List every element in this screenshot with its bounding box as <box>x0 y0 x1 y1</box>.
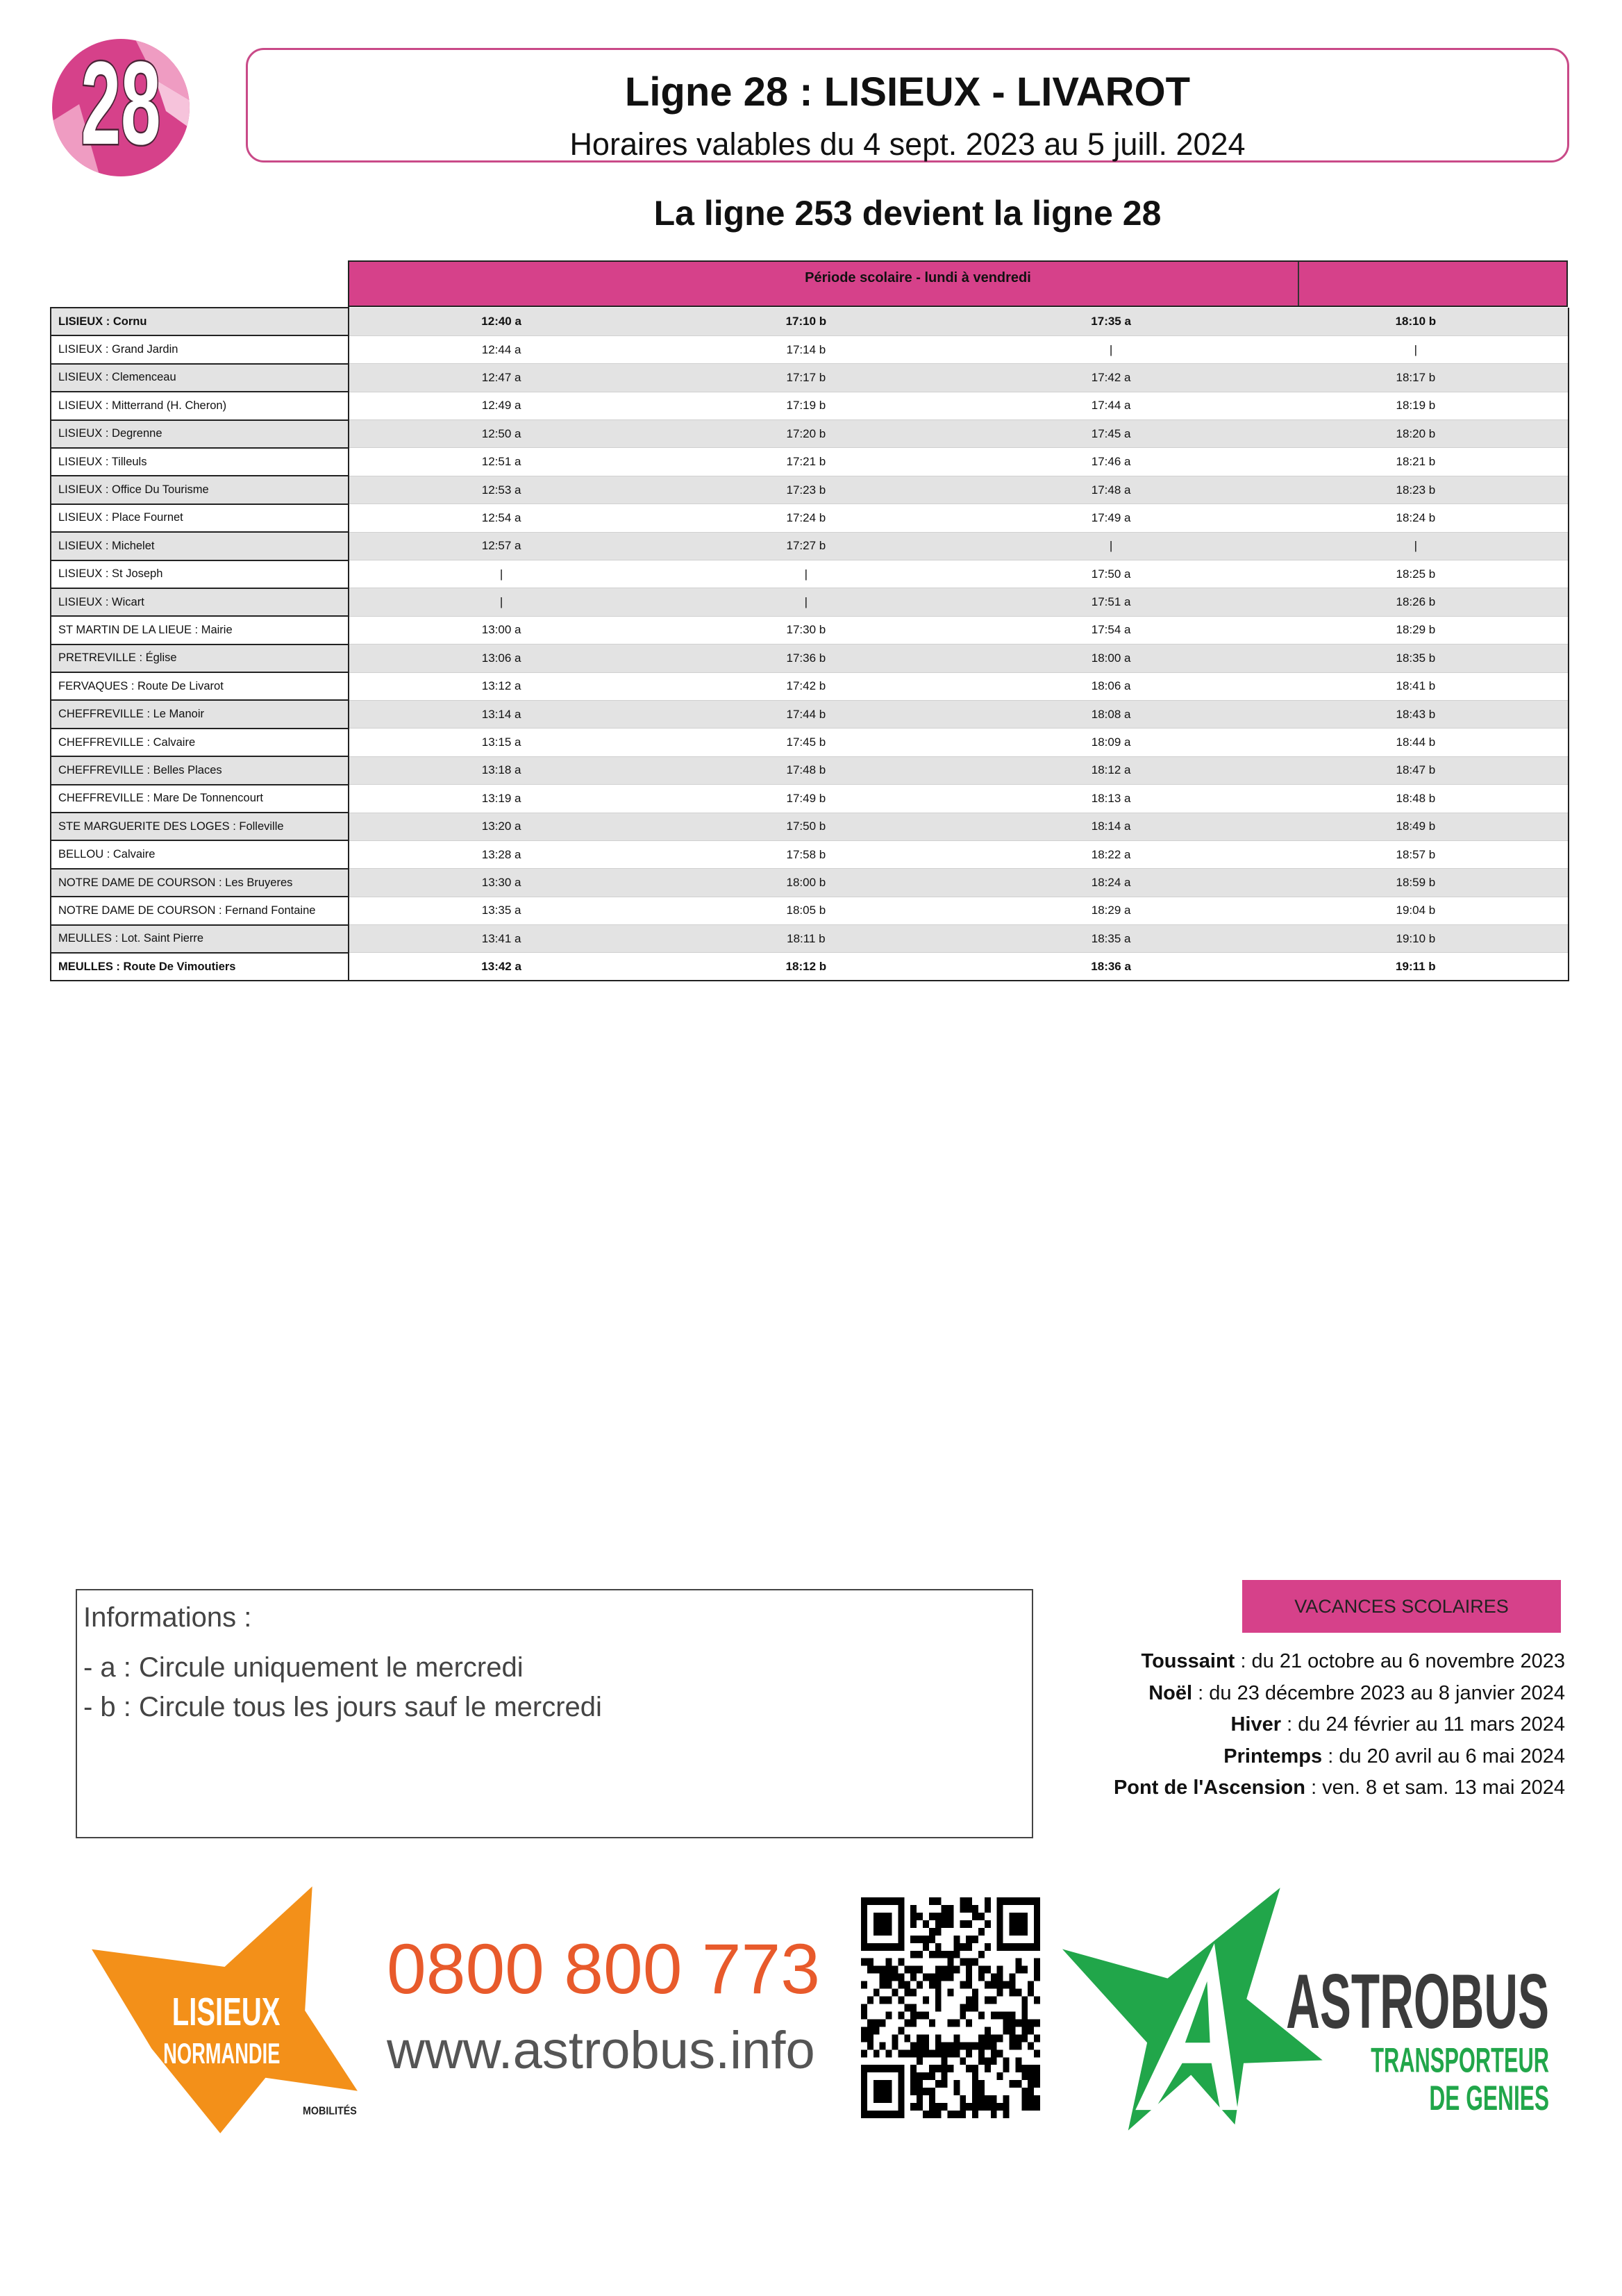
astrobus-logo <box>1062 1888 1562 2135</box>
departure-time: 12:50 a <box>349 420 653 448</box>
logo-text-lisieux: LISIEUX <box>172 1990 281 2035</box>
line-number-badge <box>51 38 190 177</box>
departure-time: 13:00 a <box>349 616 653 644</box>
holiday-period <box>1114 1709 1565 1741</box>
stop-name: LISIEUX : Mitterrand (H. Cheron) <box>51 392 349 419</box>
departure-time: 18:08 a <box>959 700 1264 728</box>
departure-time: 17:49 b <box>653 785 958 813</box>
stop-name: LISIEUX : Clemenceau <box>51 364 349 392</box>
holiday-period <box>1114 1678 1565 1710</box>
stop-name: LISIEUX : Place Fournet <box>51 504 349 532</box>
stop-name: STE MARGUERITE DES LOGES : Folleville <box>51 813 349 840</box>
departure-time: 18:23 b <box>1264 476 1569 504</box>
timetable-row <box>51 448 1569 476</box>
departure-time: 17:17 b <box>653 364 958 392</box>
departure-time: 13:14 a <box>349 700 653 728</box>
departure-time: 18:00 a <box>959 644 1264 672</box>
timetable-row <box>51 840 1569 868</box>
stop-name: BELLOU : Calvaire <box>51 840 349 868</box>
information-note: - b : Circule tous les jours sauf le mercredi <box>83 1692 602 1722</box>
stop-name: NOTRE DAME DE COURSON : Fernand Fontaine <box>51 897 349 924</box>
departure-time: 18:05 b <box>653 897 958 924</box>
school-holidays-list <box>1114 1646 1565 1804</box>
departure-time: 13:15 a <box>349 729 653 756</box>
departure-time: 18:24 a <box>959 869 1264 897</box>
timetable-row <box>51 476 1569 504</box>
departure-time: | <box>349 588 653 616</box>
departure-time: 18:10 b <box>1264 308 1569 335</box>
stop-name: CHEFFREVILLE : Le Manoir <box>51 700 349 728</box>
stop-name: CHEFFREVILLE : Mare De Tonnencourt <box>51 785 349 813</box>
departure-time: | <box>1264 532 1569 560</box>
departure-time: 17:48 a <box>959 476 1264 504</box>
departure-time: | <box>653 560 958 588</box>
departure-time: 17:45 a <box>959 420 1264 448</box>
holiday-period <box>1114 1741 1565 1773</box>
departure-time: 12:57 a <box>349 532 653 560</box>
holiday-period <box>1114 1646 1565 1678</box>
departure-time: 13:19 a <box>349 785 653 813</box>
timetable-row <box>51 392 1569 419</box>
departure-time: 18:44 b <box>1264 729 1569 756</box>
departure-time: 13:28 a <box>349 840 653 868</box>
stop-name: LISIEUX : Office Du Tourisme <box>51 476 349 504</box>
header-box <box>246 48 1569 163</box>
departure-time: 18:35 a <box>959 925 1264 953</box>
departure-time: 12:54 a <box>349 504 653 532</box>
departure-time: 17:42 b <box>653 672 958 700</box>
departure-time: 13:18 a <box>349 756 653 784</box>
stop-name: CHEFFREVILLE : Calvaire <box>51 729 349 756</box>
phone-number: 0800 800 773 <box>387 1929 820 2008</box>
badge-line-number: 28 <box>81 38 161 169</box>
holiday-name: Pont de l'Ascension <box>1113 1777 1305 1799</box>
timetable-body <box>51 308 1569 981</box>
departure-time: 13:12 a <box>349 672 653 700</box>
departure-time: 17:30 b <box>653 616 958 644</box>
holiday-dates: : ven. 8 et sam. 13 mai 2024 <box>1311 1777 1565 1799</box>
holiday-dates: : du 23 décembre 2023 au 8 janvier 2024 <box>1198 1681 1565 1704</box>
departure-time: 18:14 a <box>959 813 1264 840</box>
logo-tagline-line2: DE GENIES <box>1429 2078 1550 2118</box>
departure-time: 18:29 a <box>959 897 1264 924</box>
timetable-header <box>348 260 1568 307</box>
departure-time: 17:20 b <box>653 420 958 448</box>
timetable-row <box>51 700 1569 728</box>
holiday-dates: : du 24 février au 11 mars 2024 <box>1287 1713 1565 1736</box>
departure-time: 13:20 a <box>349 813 653 840</box>
departure-time: 17:51 a <box>959 588 1264 616</box>
departure-time: | <box>959 335 1264 363</box>
departure-time: 18:22 a <box>959 840 1264 868</box>
timetable-row <box>51 560 1569 588</box>
holiday-dates: : du 21 octobre au 6 novembre 2023 <box>1240 1650 1565 1672</box>
departure-time: 17:19 b <box>653 392 958 419</box>
logo-text-normandie: NORMANDIE <box>163 2036 281 2070</box>
departure-time: 17:14 b <box>653 335 958 363</box>
departure-time: 13:35 a <box>349 897 653 924</box>
departure-time: 17:23 b <box>653 476 958 504</box>
departure-time: | <box>349 560 653 588</box>
departure-time: 12:49 a <box>349 392 653 419</box>
qr-finder-bottom-left <box>861 2065 904 2118</box>
information-note: - a : Circule uniquement le mercredi <box>83 1652 524 1683</box>
qr-finder-top-left <box>861 1897 904 1951</box>
departure-time: 18:35 b <box>1264 644 1569 672</box>
holiday-name: Noël <box>1148 1681 1193 1704</box>
header-divider <box>1298 262 1299 306</box>
period-label: Période scolaire - lundi à vendredi <box>805 270 1031 285</box>
timetable-row <box>51 729 1569 756</box>
departure-time: 17:50 a <box>959 560 1264 588</box>
departure-time: 18:00 b <box>653 869 958 897</box>
lisieux-normandie-logo <box>90 1885 362 2135</box>
departure-time: 18:13 a <box>959 785 1264 813</box>
departure-time: 18:12 b <box>653 953 958 981</box>
departure-time: | <box>959 532 1264 560</box>
school-holidays-title: VACANCES SCOLAIRES <box>1242 1580 1561 1633</box>
stop-name: LISIEUX : Cornu <box>51 308 349 335</box>
departure-time: 18:20 b <box>1264 420 1569 448</box>
holiday-name: Hiver <box>1230 1713 1282 1736</box>
departure-time: | <box>1264 335 1569 363</box>
logo-tagline-line1: TRANSPORTEUR <box>1371 2040 1550 2080</box>
departure-time: 17:49 a <box>959 504 1264 532</box>
departure-time: 19:04 b <box>1264 897 1569 924</box>
departure-time: 18:24 b <box>1264 504 1569 532</box>
timetable-row <box>51 364 1569 392</box>
timetable-row <box>51 504 1569 532</box>
departure-time: 17:42 a <box>959 364 1264 392</box>
departure-time: 18:17 b <box>1264 364 1569 392</box>
departure-time: 17:10 b <box>653 308 958 335</box>
stop-name: LISIEUX : Grand Jardin <box>51 335 349 363</box>
departure-time: 18:29 b <box>1264 616 1569 644</box>
timetable-row <box>51 532 1569 560</box>
departure-time: 18:36 a <box>959 953 1264 981</box>
stop-name: LISIEUX : Wicart <box>51 588 349 616</box>
departure-time: 18:47 b <box>1264 756 1569 784</box>
stop-name: NOTRE DAME DE COURSON : Les Bruyeres <box>51 869 349 897</box>
qr-code-icon <box>861 1897 1040 2118</box>
departure-time: 18:41 b <box>1264 672 1569 700</box>
stop-name: MEULLES : Route De Vimoutiers <box>51 953 349 981</box>
timetable-row <box>51 420 1569 448</box>
timetable-row <box>51 756 1569 784</box>
timetable-row <box>51 308 1569 335</box>
qr-finder-top-right <box>997 1897 1040 1951</box>
holiday-name: Printemps <box>1223 1745 1323 1767</box>
timetable-row <box>51 953 1569 981</box>
stop-name: LISIEUX : St Joseph <box>51 560 349 588</box>
departure-time: 18:49 b <box>1264 813 1569 840</box>
departure-time: 17:54 a <box>959 616 1264 644</box>
departure-time: 13:06 a <box>349 644 653 672</box>
timetable-row <box>51 897 1569 924</box>
logo-text-mobilites: MOBILITÉS <box>303 2105 362 2118</box>
stop-name: LISIEUX : Tilleuls <box>51 448 349 476</box>
departure-time: 18:19 b <box>1264 392 1569 419</box>
departure-time: 17:44 b <box>653 700 958 728</box>
holiday-dates: : du 20 avril au 6 mai 2024 <box>1328 1745 1565 1767</box>
departure-time: 19:11 b <box>1264 953 1569 981</box>
logo-text-astrobus: ASTROBUS <box>1286 1958 1550 2045</box>
validity-dates: Horaires valables du 4 sept. 2023 au 5 juill. 2024 <box>569 126 1246 162</box>
departure-time: 18:09 a <box>959 729 1264 756</box>
holiday-name: Toussaint <box>1141 1650 1235 1672</box>
website-link[interactable]: www.astrobus.info <box>387 2021 815 2080</box>
information-title: Informations : <box>83 1602 252 1633</box>
stop-name: PRETREVILLE : Église <box>51 644 349 672</box>
timetable-row <box>51 644 1569 672</box>
stop-name: ST MARTIN DE LA LIEUE : Mairie <box>51 616 349 644</box>
timetable-row <box>51 588 1569 616</box>
departure-time: 17:48 b <box>653 756 958 784</box>
timetable-row <box>51 785 1569 813</box>
timetable-row <box>51 925 1569 953</box>
information-box <box>76 1589 1033 1838</box>
departure-time: 18:57 b <box>1264 840 1569 868</box>
holiday-period <box>1114 1772 1565 1804</box>
departure-time: 12:53 a <box>349 476 653 504</box>
departure-time: 17:36 b <box>653 644 958 672</box>
departure-time: 17:35 a <box>959 308 1264 335</box>
departure-time: 13:41 a <box>349 925 653 953</box>
departure-time: 17:27 b <box>653 532 958 560</box>
departure-time: 17:21 b <box>653 448 958 476</box>
timetable-row <box>51 869 1569 897</box>
departure-time: 18:12 a <box>959 756 1264 784</box>
timetable-row <box>51 672 1569 700</box>
departure-time: 19:10 b <box>1264 925 1569 953</box>
timetable-row <box>51 616 1569 644</box>
departure-time: 18:26 b <box>1264 588 1569 616</box>
departure-time: 18:11 b <box>653 925 958 953</box>
departure-time: 17:58 b <box>653 840 958 868</box>
departure-time: 12:44 a <box>349 335 653 363</box>
line-change-notice: La ligne 253 devient la ligne 28 <box>653 194 1162 233</box>
departure-time: 18:21 b <box>1264 448 1569 476</box>
departure-time: 18:59 b <box>1264 869 1569 897</box>
stop-name: LISIEUX : Degrenne <box>51 420 349 448</box>
departure-time: 17:44 a <box>959 392 1264 419</box>
departure-time: 13:30 a <box>349 869 653 897</box>
departure-time: 17:46 a <box>959 448 1264 476</box>
departure-time: 18:25 b <box>1264 560 1569 588</box>
stop-name: CHEFFREVILLE : Belles Places <box>51 756 349 784</box>
departure-time: 17:45 b <box>653 729 958 756</box>
departure-time: 17:24 b <box>653 504 958 532</box>
stop-name: MEULLES : Lot. Saint Pierre <box>51 925 349 953</box>
departure-time: 12:47 a <box>349 364 653 392</box>
departure-time: | <box>653 588 958 616</box>
departure-time: 13:42 a <box>349 953 653 981</box>
departure-time: 12:51 a <box>349 448 653 476</box>
departure-time: 18:06 a <box>959 672 1264 700</box>
departure-time: 18:43 b <box>1264 700 1569 728</box>
departure-time: 12:40 a <box>349 308 653 335</box>
stop-name: FERVAQUES : Route De Livarot <box>51 672 349 700</box>
departure-time: 17:50 b <box>653 813 958 840</box>
timetable <box>50 307 1569 981</box>
departure-time: 18:48 b <box>1264 785 1569 813</box>
page-title: Ligne 28 : LISIEUX - LIVAROT <box>624 69 1191 115</box>
timetable-row <box>51 813 1569 840</box>
stop-name: LISIEUX : Michelet <box>51 532 349 560</box>
timetable-row <box>51 335 1569 363</box>
